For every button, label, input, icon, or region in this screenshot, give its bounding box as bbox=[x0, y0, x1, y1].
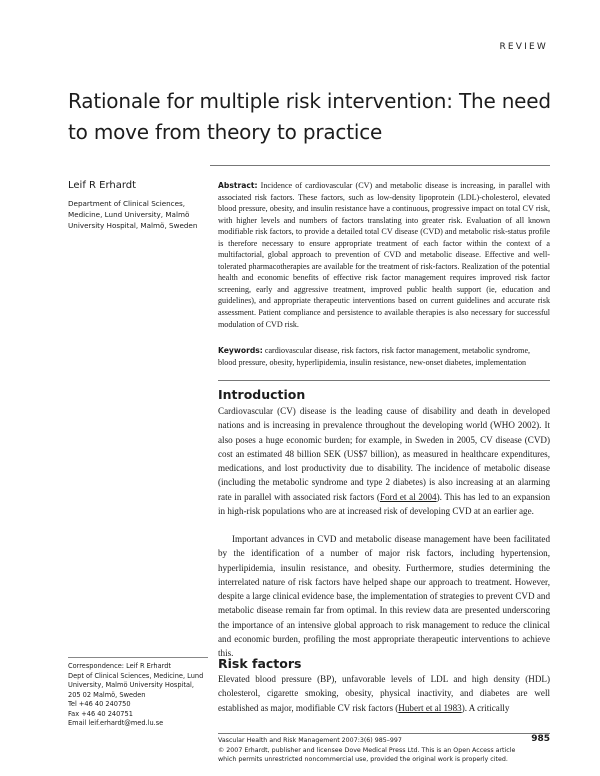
correspondence-line: 205 02 Malmö, Sweden bbox=[68, 690, 146, 699]
footer-divider bbox=[218, 733, 550, 734]
section-label: REVIEW bbox=[499, 42, 548, 52]
correspondence-fax: Fax +46 40 240751 bbox=[68, 709, 133, 718]
article-title: Rationale for multiple risk intervention: The need to move from theory to practice bbox=[68, 89, 551, 144]
correspondence-block bbox=[68, 662, 213, 729]
keywords bbox=[218, 345, 550, 368]
citation-link-hubert-1983[interactable]: Hubert et al 1983 bbox=[398, 702, 462, 713]
paragraph-text: Cardiovascular (CV) disease is the leading cause of disability and death in developed nations and is increasing in prevalence throughout the developing world (WHO 2002). It also poses a huge economic burden; for example, in Sweden in 2005, CV disease (CVD) cost an estimated 48 billion SEK (US$7 billion), as measured in healthcare expenditures, medications, and lost productivity due to disability. The incidence of metabolic disease (including the metabolic syndrome and type 2 diabetes) is also increasing at an alarming rate in parallel with associated risk factors ( bbox=[218, 406, 550, 502]
keywords-divider bbox=[218, 380, 550, 381]
introduction-heading: Introduction bbox=[218, 387, 306, 402]
keywords-label: Keywords: bbox=[218, 346, 263, 355]
abstract-text: Incidence of cardiovascular (CV) and metabolic disease is increasing, in parallel with associated risk factors. These factors, such as low-density lipoprotein (LDL)-cholesterol, elevated blood pressure, obesity, and insulin resistance have a continuous, progressive impact on total CV risk, with higher levels and numbers of factors translating into greater risk. Evaluation of all known modifiable risk factors, to provide a detailed total CV disease (CVD) and metabolic risk-status profile is therefore necessary to ensure appropriate treatment of each factor within the context of a multifactorial, global approach to prevention of CVD and metabolic disease. Effective and well-tolerated pharmacotherapies are available for the treatment of risk-factors. Realization of the potential health and economic benefits of effective risk factor management requires improved risk factor screening, early and aggressive treatment, improved public health support (ie, education and guidelines), and appropriate therapeutic interventions based on current guidelines and accurate risk assessment. Patient compliance and persistence to available therapies is also necessary for successful modulation of CVD risk. bbox=[218, 181, 550, 329]
abstract bbox=[218, 180, 550, 330]
introduction-paragraph-1 bbox=[218, 404, 550, 518]
footer-journal-citation: Vascular Health and Risk Management 2007:3(6) 985–997 bbox=[218, 737, 402, 744]
citation-link-ford-2004[interactable]: Ford et al 2004 bbox=[379, 491, 437, 502]
correspondence-line: Dept of Clinical Sciences, Medicine, Lund bbox=[68, 671, 204, 680]
risk-factors-paragraph-1 bbox=[218, 672, 550, 715]
introduction-paragraph-2: Important advances in CVD and metabolic disease management have been facilitated by the identification of a number of major risk factors, including hypertension, hyperlipidemia, insulin resistance, and obesity. Furthermore, studies determining the interrelated nature of risk factors have helped shape our approach to treatment. However, despite a large clinical evidence base, the implementation of strategies to prevent CVD and metabolic disease remain far from optimal. In this review data are presented underscoring the importance of an intensive global approach to risk management to reduce the clinical and economic burden, profiling the most appropriate therapeutic interventions to achieve this. bbox=[218, 534, 550, 659]
correspondence-divider bbox=[68, 657, 208, 658]
correspondence-email[interactable]: Email leif.erhardt@med.lu.se bbox=[68, 719, 164, 727]
keywords-text: cardiovascular disease, risk factors, risk factor management, metabolic syndrome, blood pressure, obesity, hyperlipidemia, insulin resistance, new-onset diabetes, implementation bbox=[218, 346, 531, 367]
abstract-label: Abstract: bbox=[218, 181, 258, 190]
author-affiliation: Department of Clinical Sciences, Medicine, Lund University, Malmö University Hospital, Malmö, Sweden bbox=[68, 199, 198, 230]
correspondence-phone: Tel +46 40 240750 bbox=[68, 700, 131, 708]
paragraph-text: Elevated blood pressure (BP), unfavorable levels of LDL and high density (HDL) cholesterol, cigarette smoking, obesity, physical inactivity, and diabetes are well established as major, modifiable CV risk factors ( bbox=[218, 674, 550, 713]
footer-copyright: © 2007 Erhardt, publisher and licensee Dove Medical Press Ltd. This is an Open Access article which permits unrestricted noncommercial use, provided the original work is properly cited. bbox=[218, 747, 516, 763]
title-divider bbox=[210, 165, 550, 166]
page-number: 985 bbox=[531, 734, 550, 744]
paragraph-text: ). This has led to an expansion in high-risk populations who are at increased risk of developing CVD at an earlier age. bbox=[218, 491, 550, 517]
risk-factors-heading: Risk factors bbox=[218, 656, 302, 671]
correspondence-line: Correspondence: Leif R Erhardt bbox=[68, 662, 171, 670]
paragraph-text: ). A critically bbox=[461, 702, 510, 713]
author-name: Leif R Erhardt bbox=[68, 180, 137, 191]
correspondence-line: University, Malmö University Hospital, bbox=[68, 681, 194, 689]
